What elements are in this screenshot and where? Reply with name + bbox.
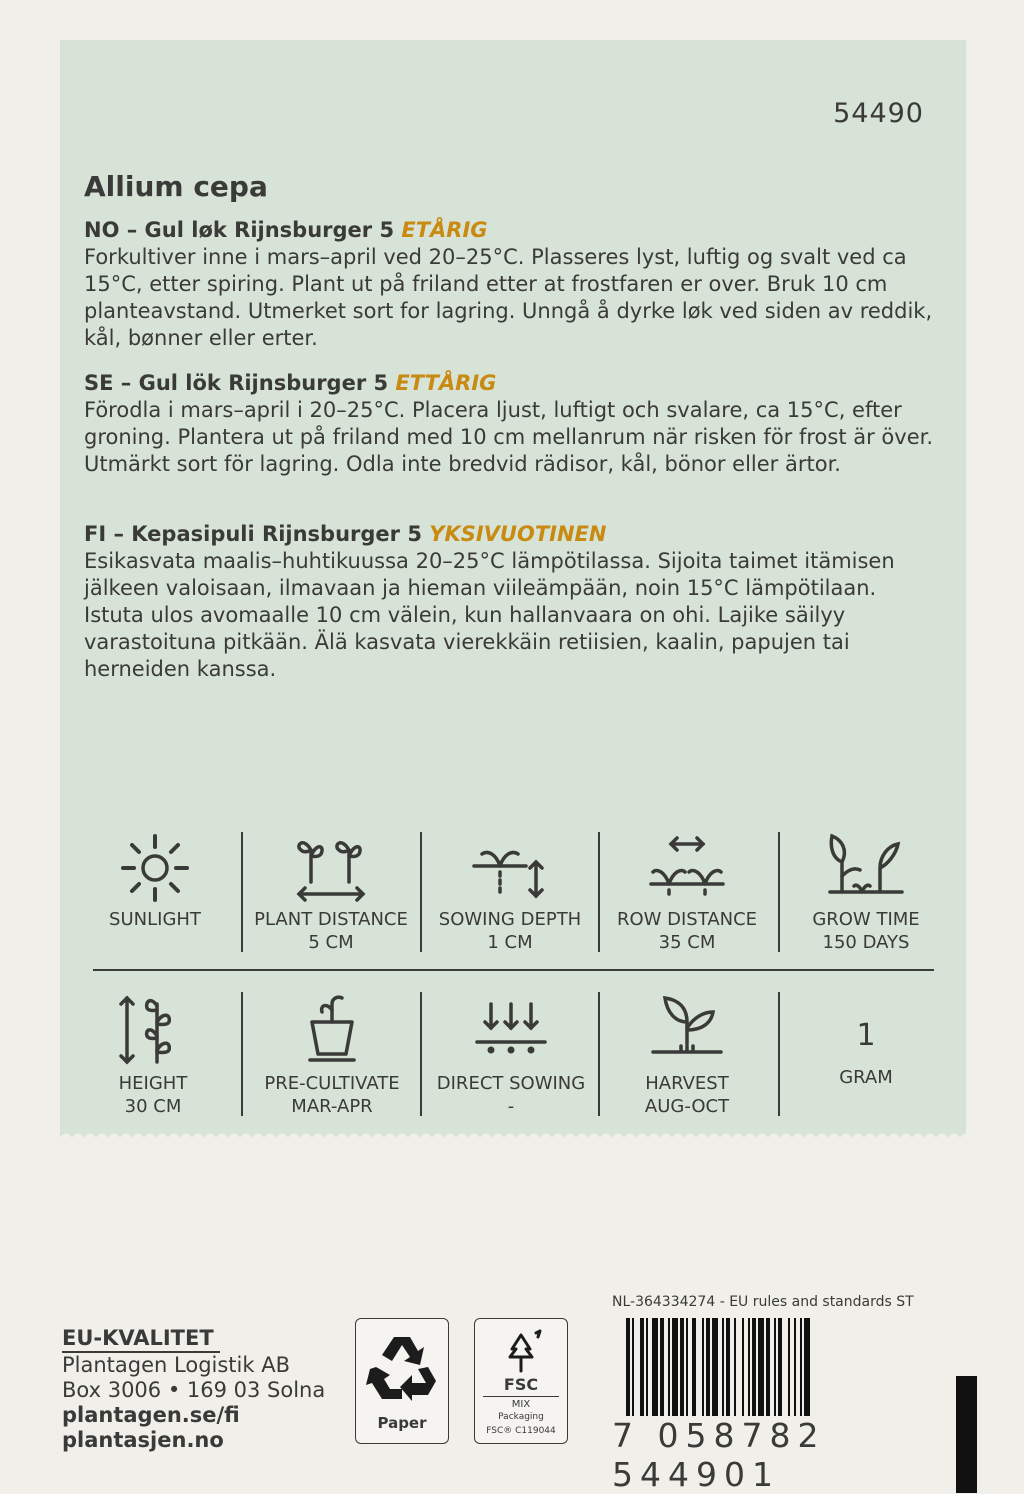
- divider: [778, 832, 780, 952]
- info-sunlight: [90, 832, 220, 931]
- info-height: [90, 992, 216, 1118]
- info-label: DIRECT SOWING: [436, 1073, 586, 1094]
- info-sowing-depth: [424, 832, 596, 954]
- info-label: GROW TIME: [812, 909, 920, 930]
- section-no: [84, 216, 934, 352]
- info-label: GRAM: [839, 1067, 893, 1088]
- harvest-icon: [647, 992, 727, 1066]
- divider: [420, 832, 422, 952]
- company-info: [62, 1326, 325, 1453]
- info-gram: [796, 1014, 936, 1089]
- sowing-depth-icon: [470, 832, 550, 902]
- fsc-packaging: Packaging: [498, 1412, 544, 1422]
- lifecycle-tag: ETÅRIG: [401, 218, 488, 242]
- info-label: SUNLIGHT: [109, 909, 201, 930]
- section-title: FI – Kepasipuli Rijnsburger 5 YKSIVUOTINEN: [84, 522, 607, 546]
- info-value: 35 CM: [658, 932, 716, 953]
- divider: [598, 992, 600, 1116]
- divider: [778, 992, 780, 1116]
- recycle-icon: [362, 1327, 442, 1407]
- divider: [241, 832, 243, 952]
- divider: [420, 992, 422, 1116]
- info-direct-sowing: [424, 992, 598, 1118]
- info-grow-time: [788, 832, 944, 954]
- black-edge-bar: [956, 1376, 977, 1493]
- article-number: 54490: [833, 98, 924, 129]
- grid-divider: [93, 969, 934, 971]
- info-value: 30 CM: [124, 1096, 182, 1117]
- quality-heading: EU-KVALITET: [62, 1326, 220, 1353]
- barcode-area: [612, 1294, 942, 1494]
- fsc-code: FSC® C119044: [486, 1426, 556, 1436]
- lifecycle-tag: ETTÅRIG: [395, 371, 497, 395]
- fsc-brand: FSC: [503, 1375, 539, 1394]
- fsc-mix: MIX: [483, 1396, 559, 1410]
- gram-number: 1: [856, 1018, 876, 1053]
- info-label: PLANT DISTANCE: [254, 909, 408, 930]
- info-label: HARVEST: [645, 1073, 729, 1094]
- section-title: NO – Gul løk Rijnsburger 5 ETÅRIG: [84, 218, 488, 242]
- company-address: Box 3006 • 169 03 Solna: [62, 1378, 326, 1402]
- info-row-distance: [602, 832, 772, 954]
- info-value: MAR-APR: [291, 1096, 373, 1117]
- grow-time-icon: [826, 832, 906, 902]
- website-link[interactable]: plantasjen.no: [62, 1428, 224, 1452]
- divider: [241, 992, 243, 1116]
- plant-distance-icon: [291, 832, 371, 902]
- section-body: Esikasvata maalis–huhtikuussa 20–25°C lämpötilassa. Sijoita taimet itämisen jälkeen valoisaan, ilmavaan ja hieman viileämpään, noin 15°C lämpötilaan. Istuta ulos avomaalle 10 cm välein, kun hallanvaara on ohi. Lajike säilyy varastoituna pitkään. Älä kasvata vierekkäin retiisien, kaalin, papujen tai herneiden kanssa.: [84, 549, 895, 681]
- direct-sowing-icon: [471, 992, 551, 1066]
- section-body: Förodla i mars–april i 20–25°C. Placera ljust, luftigt och svalare, ca 15°C, efter groning. Plantera ut på friland med 10 cm mellanrum när risken för frost är över. Utmärkt sort för lagring. Odla inte bredvid rädisor, kål, bönor eller ärtor.: [84, 398, 934, 476]
- row-distance-icon: [647, 832, 727, 902]
- info-value: 5 CM: [308, 932, 354, 953]
- section-fi: [84, 520, 934, 683]
- company-name: Plantagen Logistik AB: [62, 1353, 290, 1377]
- barcode-caption: NL-364334274 - EU rules and standards ST: [612, 1294, 914, 1310]
- info-label: HEIGHT: [118, 1073, 188, 1094]
- section-body: Forkultiver inne i mars–april ved 20–25°C. Plasseres lyst, luftig og svalt ved ca 15°C, etter spiring. Plant ut på friland etter at frostfaren er over. Bruk 10 cm planteavstand. Utmerket sort for lagring. Unngå å dyrke løk ved siden av reddik, kål, bønner eller erter.: [84, 245, 933, 350]
- fsc-tree-icon: [496, 1327, 546, 1373]
- info-plant-distance: [244, 832, 418, 954]
- info-harvest: [606, 992, 768, 1118]
- height-icon: [113, 992, 193, 1066]
- info-pre-cultivate: [248, 992, 416, 1118]
- divider: [598, 832, 600, 952]
- sun-icon: [117, 832, 193, 902]
- website-link[interactable]: plantagen.se/fi: [62, 1403, 240, 1427]
- paper-label: Paper: [377, 1414, 427, 1432]
- info-value: AUG-OCT: [644, 1096, 730, 1117]
- fsc-logo: [474, 1318, 568, 1444]
- section-title: SE – Gul lök Rijnsburger 5 ETTÅRIG: [84, 371, 497, 395]
- section-se: [84, 369, 934, 478]
- recycle-logo: [355, 1318, 449, 1444]
- info-label: SOWING DEPTH: [438, 909, 582, 930]
- latin-name: Allium cepa: [84, 170, 268, 203]
- pot-icon: [292, 992, 372, 1066]
- info-value: -: [507, 1096, 515, 1117]
- info-value: 1 CM: [487, 932, 533, 953]
- info-label: PRE-CULTIVATE: [264, 1073, 400, 1094]
- barcode-number: 7 058782 544901: [612, 1416, 942, 1494]
- info-value: 150 DAYS: [822, 932, 910, 953]
- lifecycle-tag: YKSIVUOTINEN: [429, 522, 607, 546]
- info-label: ROW DISTANCE: [616, 909, 758, 930]
